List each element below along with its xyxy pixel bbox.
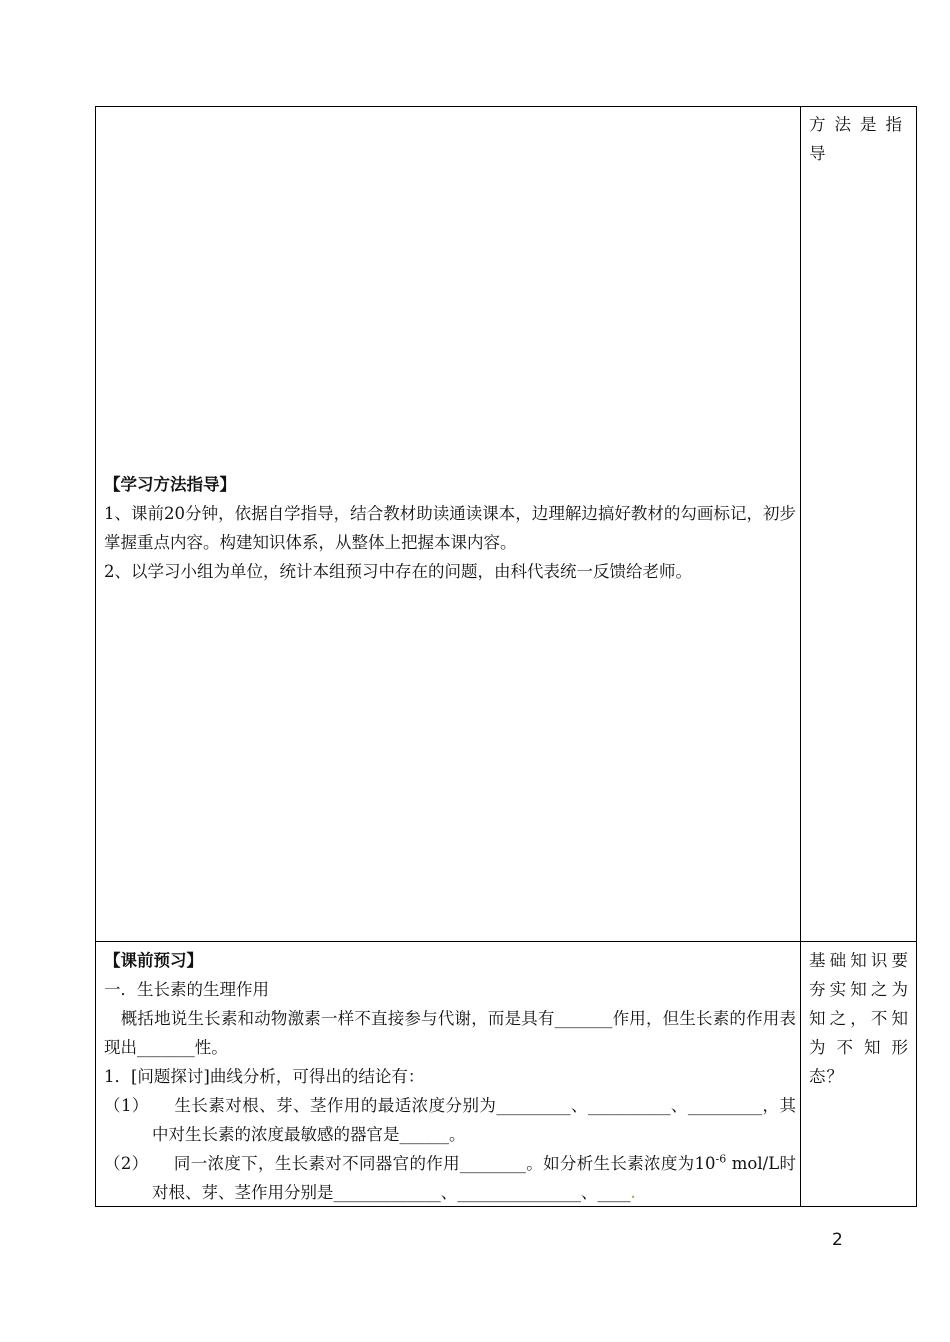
page-number: 2 (832, 1230, 843, 1250)
preview-heading: 【课前预习】 (104, 951, 203, 970)
question-1: 1．[问题探讨]曲线分析，可得出的结论有： (104, 1067, 425, 1086)
question-1-part-2 (104, 1149, 796, 1207)
study-method-heading: 【学习方法指导】 (104, 475, 236, 494)
table-border-top (95, 106, 917, 107)
exponent: -6 (715, 1152, 727, 1166)
study-method-item-2: 2、以学习小组为单位，统计本组预习中存在的问题，由科代表统一反馈给老师。 (104, 562, 692, 581)
table-border-middle (95, 941, 917, 942)
question-1-part-2-text-b: mol/L时对根、芽、茎作用分别是_____________、_______________、____ (152, 1154, 796, 1202)
preview-section (104, 946, 796, 1207)
side-note-basics: 基础知识要夯实知之为知之，不知为不知形态？ (809, 951, 909, 1086)
side-note-method: 方法是指导 (809, 115, 909, 163)
study-method-item-1: 1、课前20分钟，依据自学指导，结合教材助读通读课本，边理解边搞好教材的勾画标记，初步掌握重点内容。构建知识体系，从整体上把握本课内容。 (104, 504, 796, 552)
table-border-left (95, 106, 96, 1207)
preview-subheading: 一．生长素的生理作用 (104, 980, 269, 999)
study-method-section (104, 470, 796, 586)
question-1-part-1: （1） 生长素对根、芽、茎作用的最适浓度分别为_________、__________、_________，其中对生长素的浓度最敏感的器官是______。 (104, 1096, 796, 1144)
preview-paragraph: 概括地说生长素和动物激素一样不直接参与代谢，而是具有_______作用，但生长素的作用表现出_______性。 (104, 1009, 796, 1057)
highlight-mark: . (630, 1183, 636, 1202)
question-1-part-2-text-a: （2） 同一浓度下，生长素对不同器官的作用________。如分析生长素浓度为10 (104, 1154, 716, 1173)
table-column-divider (800, 106, 801, 1207)
table-border-right (916, 106, 917, 1207)
